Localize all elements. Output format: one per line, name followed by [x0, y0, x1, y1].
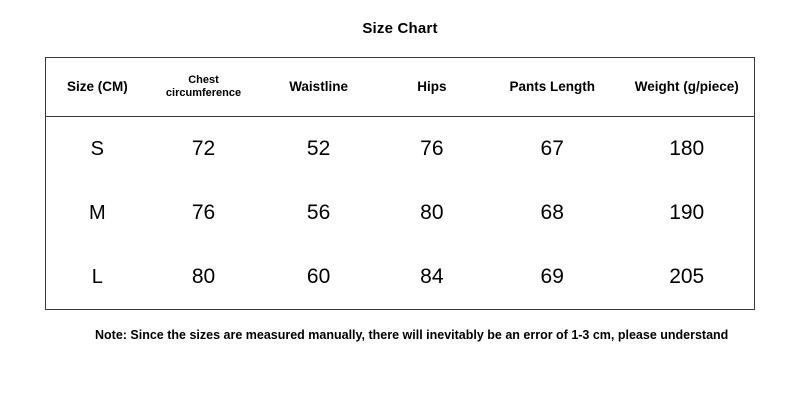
- cell-chest: 72: [191, 137, 216, 161]
- cell-pants-length: 69: [540, 265, 564, 289]
- column-header-size: Size (CM): [46, 58, 149, 117]
- cell-waistline: 60: [306, 265, 331, 289]
- cell-waistline: 52: [306, 137, 331, 161]
- table-header-row: [46, 58, 754, 117]
- size-table-container: [45, 57, 755, 310]
- table-row: [46, 245, 754, 309]
- column-header-weight: Weight (g/piece): [619, 58, 754, 117]
- page-title: Size Chart: [362, 20, 438, 37]
- cell-pants-length: 67: [540, 137, 564, 161]
- cell-hips: 84: [420, 265, 444, 289]
- table-header: [46, 58, 754, 117]
- cell-waistline: 56: [306, 201, 331, 225]
- cell-hips: 76: [420, 137, 444, 161]
- cell-hips: 80: [420, 201, 444, 225]
- column-header-hips: Hips: [379, 58, 485, 117]
- table-body: [46, 117, 754, 310]
- column-header-pants-length: Pants Length: [485, 58, 620, 117]
- cell-chest: 80: [191, 265, 216, 289]
- table-row: [46, 181, 754, 245]
- cell-size: L: [91, 265, 103, 288]
- size-table: [46, 58, 754, 309]
- cell-chest: 76: [191, 201, 216, 225]
- cell-weight: 205: [669, 265, 705, 289]
- column-header-chest-circumference: Chest circumference: [149, 58, 259, 117]
- cell-weight: 180: [669, 137, 705, 161]
- measurement-note: Note: Since the sizes are measured manually, there will inevitably be an error of 1-3 cm, please understand: [95, 328, 729, 343]
- cell-size: M: [88, 201, 106, 224]
- table-row: [46, 117, 754, 182]
- cell-size: S: [90, 137, 104, 160]
- cell-pants-length: 68: [540, 201, 564, 225]
- cell-weight: 190: [669, 201, 705, 225]
- column-header-waistline: Waistline: [258, 58, 378, 117]
